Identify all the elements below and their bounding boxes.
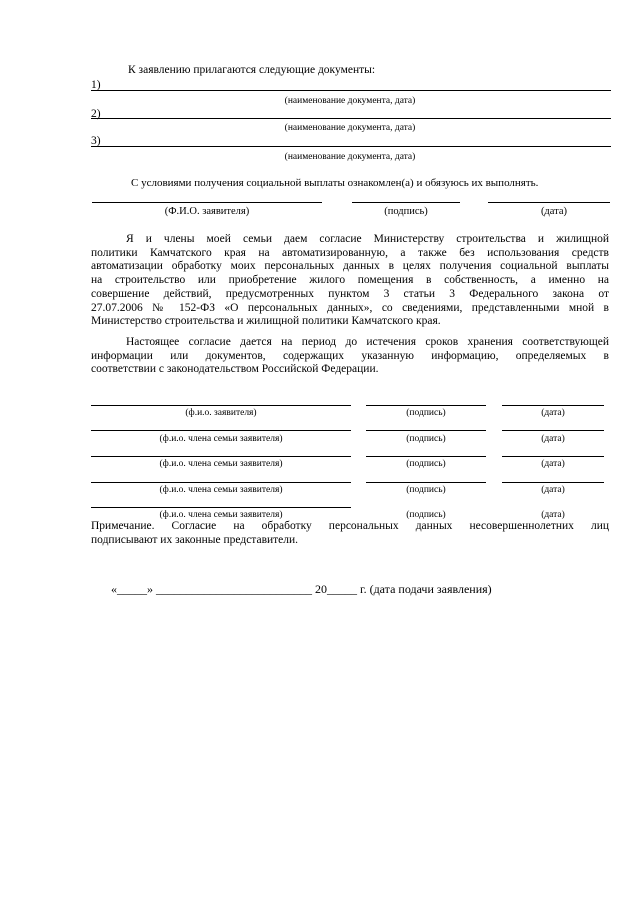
storage-line: Настоящее согласие дается на период до истечения сроков хранения соответствующей (126, 336, 609, 348)
signature-date-line[interactable] (502, 456, 604, 457)
attachment-number-3: 3) (91, 135, 101, 147)
signature-name-line[interactable] (91, 405, 351, 406)
storage-line: информации или документов, содержащих указанную информацию, определяемых в (91, 349, 609, 362)
storage-line: соответствии с законодательством Российской Федерации. (91, 363, 379, 376)
date-suffix: г. (дата подачи заявления) (360, 582, 492, 596)
signature-signature-caption: (подпись) (406, 510, 446, 520)
consent-line: Министерство строительства и жилищной политики Камчатского края. (91, 315, 441, 328)
consent-line: Я и члены моей семьи даем согласие Министерству строительства и жилищной (126, 233, 609, 245)
signature-name-line[interactable] (91, 430, 351, 431)
signature-signature-line[interactable] (366, 482, 486, 483)
attachment-line-3[interactable] (91, 146, 611, 147)
signature-date-caption: (дата) (541, 485, 565, 495)
signature-name-caption: (ф.и.о. члена семьи заявителя) (159, 485, 283, 495)
signature-signature-line[interactable] (366, 456, 486, 457)
date-month-field[interactable]: __________________________ (156, 582, 312, 596)
applicant-date-line[interactable] (488, 202, 610, 203)
signature-name-line[interactable] (91, 507, 351, 508)
note-paragraph (91, 520, 609, 547)
submission-date-line (111, 583, 492, 596)
signature-name-line[interactable] (91, 456, 351, 457)
applicant-signature-caption: (подпись) (384, 206, 428, 217)
consent-line: совершение действий, предусмотренных пунктом 3 статьи 3 Федерального закона от (91, 287, 609, 300)
applicant-name-caption: (Ф.И.О. заявителя) (164, 206, 250, 217)
applicant-date-caption: (дата) (540, 206, 568, 217)
signature-name-caption: (ф.и.о. члена семьи заявителя) (159, 510, 283, 520)
attachment-caption-2: (наименование документа, дата) (284, 123, 416, 133)
signature-date-line[interactable] (502, 482, 604, 483)
attachment-number-2: 2) (91, 108, 101, 120)
attachment-line-1[interactable] (91, 90, 611, 91)
signature-signature-caption: (подпись) (406, 434, 446, 444)
note-line-1: Примечание. Согласие на обработку персональных данных несовершеннолетних лиц (91, 520, 609, 532)
signature-date-caption: (дата) (541, 510, 565, 520)
signature-signature-caption: (подпись) (406, 408, 446, 418)
attachments-intro: К заявлению прилагаются следующие документы: (128, 64, 376, 76)
applicant-signature-line[interactable] (352, 202, 460, 203)
date-year-field[interactable]: 20_____ (315, 582, 357, 596)
conditions-text: С условиями получения социальной выплаты ознакомлен(а) и обязуюсь их выполнять. (131, 177, 539, 189)
signature-name-caption: (ф.и.о. члена семьи заявителя) (159, 434, 283, 444)
signature-date-caption: (дата) (541, 459, 565, 469)
applicant-name-line[interactable] (92, 202, 322, 203)
attachment-line-2[interactable] (91, 118, 611, 119)
signature-signature-line[interactable] (366, 430, 486, 431)
attachment-number-1: 1) (91, 79, 101, 91)
signature-date-caption: (дата) (541, 434, 565, 444)
signature-date-line[interactable] (502, 430, 604, 431)
attachment-caption-1: (наименование документа, дата) (284, 96, 416, 106)
signature-signature-caption: (подпись) (406, 459, 446, 469)
consent-paragraph (91, 233, 609, 329)
consent-line: политики Камчатского края на автоматизированную, а также без использования средств (91, 246, 609, 259)
note-line-2: подписывают их законные представители. (91, 533, 299, 546)
signature-name-caption: (ф.и.о. заявителя) (185, 408, 257, 418)
signature-name-caption: (ф.и.о. члена семьи заявителя) (159, 459, 283, 469)
consent-line: 27.07.2006 № 152-ФЗ «О персональных данных», со сведениями, представленными мной в (91, 301, 609, 314)
signature-signature-line[interactable] (366, 405, 486, 406)
consent-line: на строительство или приобретение жилого помещения в собственность, а именно на (91, 274, 609, 287)
date-day-field[interactable]: «_____» (111, 582, 153, 596)
signature-date-caption: (дата) (541, 408, 565, 418)
attachment-caption-3: (наименование документа, дата) (284, 152, 416, 162)
signature-date-line[interactable] (502, 405, 604, 406)
consent-line: автоматизации обработку моих персональных данных в целях получения социальной выплаты (91, 260, 609, 273)
storage-paragraph (91, 336, 609, 377)
signature-signature-caption: (подпись) (406, 485, 446, 495)
signature-name-line[interactable] (91, 482, 351, 483)
